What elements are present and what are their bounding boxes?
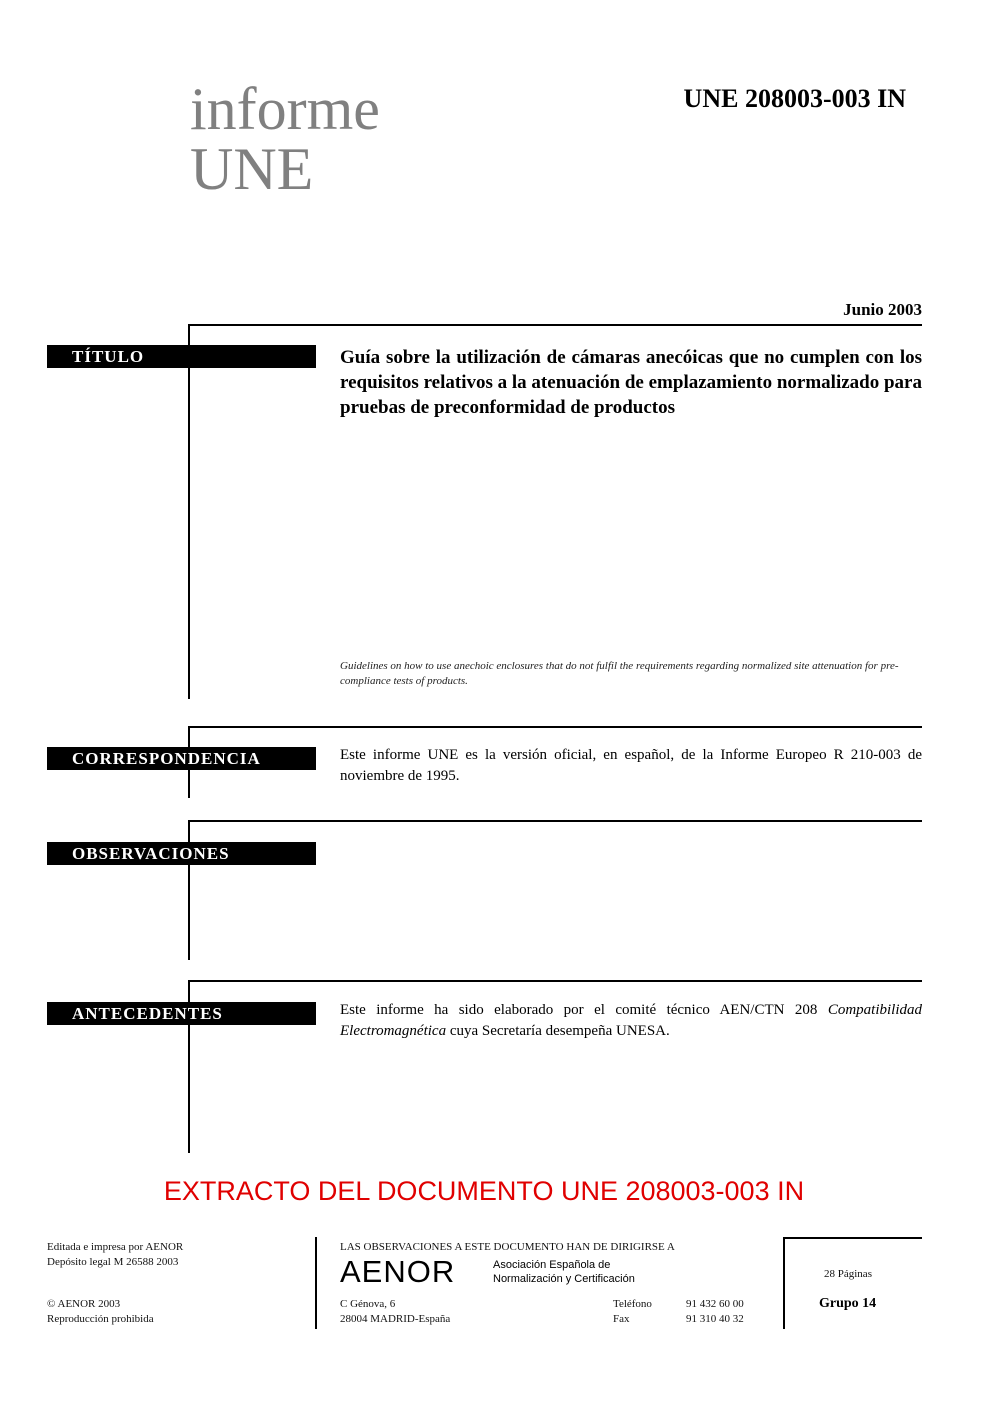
footer-observations-note: LAS OBSERVACIONES A ESTE DOCUMENTO HAN DE DIRIGIRSE A xyxy=(340,1241,675,1253)
title-spanish: Guía sobre la utilización de cámaras anecóicas que no cumplen con los requisitos relativos a la atenuación de emplazamiento normalizado para pruebas de preconformidad de productos xyxy=(340,347,922,418)
standard-code: UNE 208003-003 IN xyxy=(683,84,906,113)
footer-fax-label: Fax xyxy=(613,1313,630,1325)
section-divider-antecedentes xyxy=(188,980,922,982)
logo-une: UNE xyxy=(190,136,314,202)
aenor-name-line2: Normalización y Certificación xyxy=(493,1273,635,1285)
footer-phone-label: Teléfono xyxy=(613,1298,652,1310)
publication-date: Junio 2003 xyxy=(843,300,922,319)
section-rule-observaciones xyxy=(188,820,190,960)
antecedentes-text-start: Este informe ha sido elaborado por el comité técnico AEN/CTN 208 xyxy=(340,1002,828,1018)
footer-box-left xyxy=(783,1237,785,1329)
logo-informe: informe xyxy=(190,76,380,142)
footer-group: Grupo 14 xyxy=(819,1296,877,1311)
footer-fax-value: 91 310 40 32 xyxy=(686,1313,744,1325)
section-divider-titulo xyxy=(188,324,922,326)
antecedentes-text xyxy=(340,1000,922,1042)
footer-address-line2: 28004 MADRID-España xyxy=(340,1313,451,1325)
footer-address-line1: C Génova, 6 xyxy=(340,1298,396,1310)
footer-box-top xyxy=(783,1237,922,1239)
aenor-name-line1: Asociación Española de xyxy=(493,1259,611,1271)
footer-reproduction: Reproducción prohibida xyxy=(47,1313,154,1325)
label-correspondencia: CORRESPONDENCIA xyxy=(47,747,316,770)
footer-divider-left xyxy=(315,1237,317,1329)
footer-edited-by: Editada e impresa por AENOR xyxy=(47,1241,184,1253)
label-antecedentes: ANTECEDENTES xyxy=(47,1002,316,1025)
extract-watermark: EXTRACTO DEL DOCUMENTO UNE 208003-003 IN xyxy=(163,1176,805,1206)
label-observaciones: OBSERVACIONES xyxy=(47,842,316,865)
antecedentes-text-end: cuya Secretaría desempeña UNESA. xyxy=(446,1023,670,1039)
footer-phone-value: 91 432 60 00 xyxy=(686,1298,744,1310)
section-divider-observaciones xyxy=(188,820,922,822)
label-titulo: TÍTULO xyxy=(47,345,316,368)
aenor-logo: AENOR xyxy=(340,1254,456,1289)
title-english: Guidelines on how to use anechoic enclosures that do not fulfil the requirements regarding normalized site attenuation for pre-compliance tests of products. xyxy=(340,660,899,687)
footer-pages: 28 Páginas xyxy=(824,1268,872,1280)
section-rule-titulo xyxy=(188,324,190,699)
footer-copyright: © AENOR 2003 xyxy=(47,1298,121,1310)
correspondencia-text: Este informe UNE es la versión oficial, en español, de la Informe Europeo R 210-003 de noviembre de 1995. xyxy=(340,747,922,784)
section-divider-correspondencia xyxy=(188,726,922,728)
footer-legal-deposit: Depósito legal M 26588 2003 xyxy=(47,1256,179,1268)
antecedentes-committee-name: Compatibilidad Electromagnética xyxy=(340,1002,922,1039)
